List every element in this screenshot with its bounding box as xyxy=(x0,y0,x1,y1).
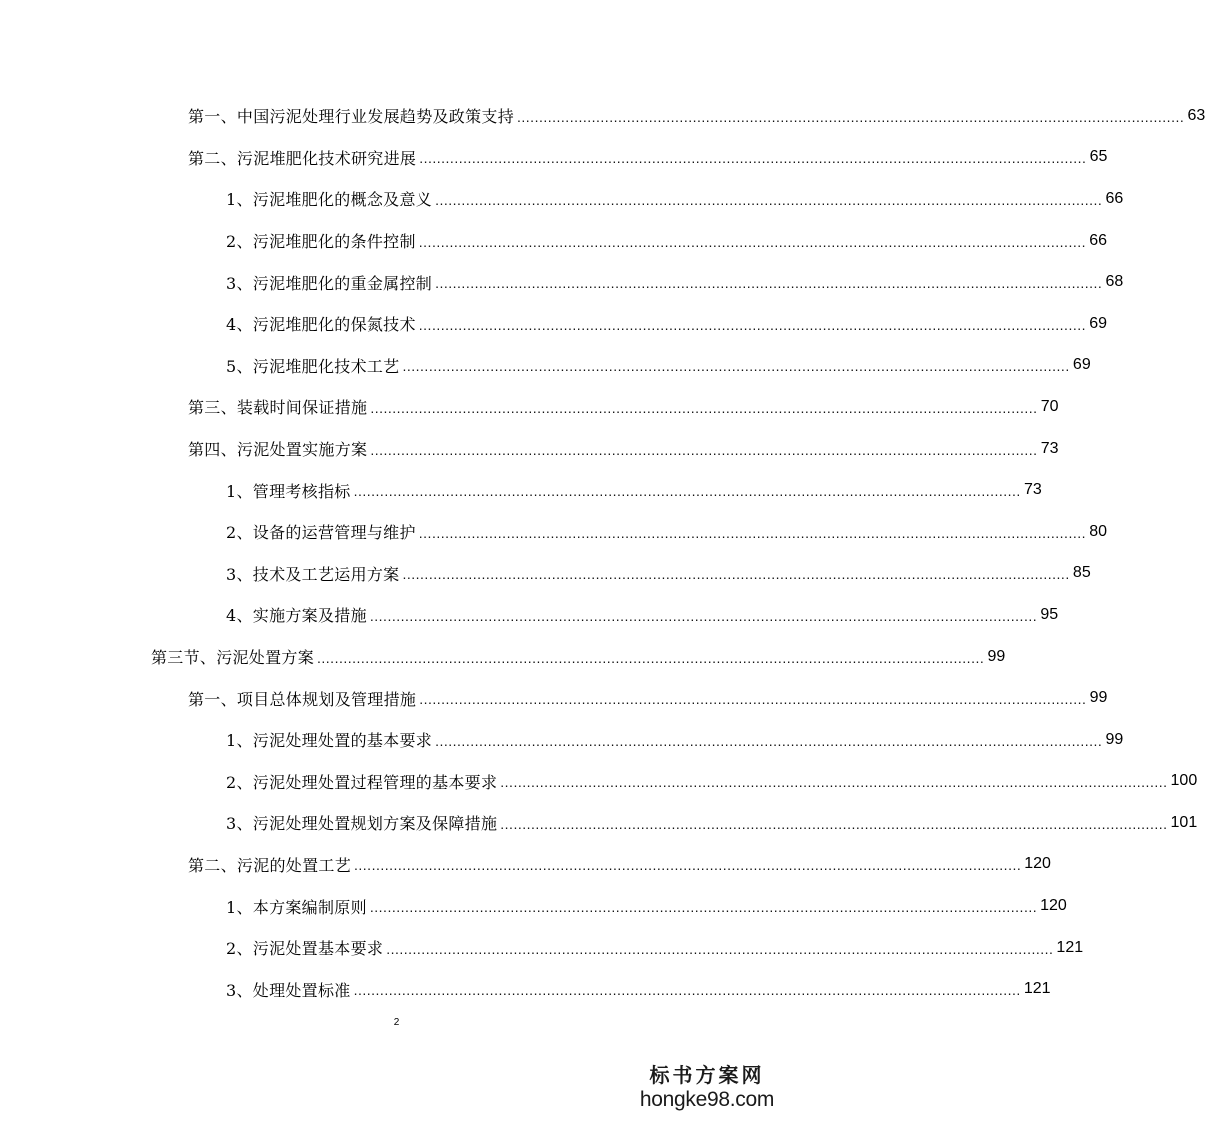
toc-entry[interactable] xyxy=(0,137,1108,179)
toc-leader-dots: ........................................................................................................................................................ xyxy=(419,150,1087,167)
toc-entry-title: 第一、项目总体规划及管理措施 xyxy=(188,689,417,709)
toc-entry[interactable] xyxy=(0,386,1059,428)
toc-entry-title: 2、设备的运营管理与维护 xyxy=(226,523,416,543)
toc-entry-page: 73 xyxy=(1040,439,1059,457)
watermark-url: hongke98.com xyxy=(639,1088,775,1111)
toc-leader-dots: ........................................................................................................................................................ xyxy=(370,399,1038,416)
watermark-title: 标书方案网 xyxy=(649,1063,765,1087)
toc-entry[interactable] xyxy=(0,469,1042,511)
toc-entry-page: 99 xyxy=(1105,730,1124,748)
toc-leader-dots: ........................................................................................................................................................ xyxy=(317,649,985,666)
toc-entry[interactable] xyxy=(0,885,1067,927)
toc-entry-page: 73 xyxy=(1024,481,1042,499)
toc-leader-dots: ........................................................................................................................................................ xyxy=(369,899,1038,916)
toc-entry[interactable] xyxy=(0,95,1205,137)
toc-leader-dots: ........................................................................................................................................................ xyxy=(435,191,1103,208)
toc-entry-title: 2、污泥处理处置过程管理的基本要求 xyxy=(226,772,498,792)
toc-entry-title: 3、技术及工艺运用方案 xyxy=(226,564,400,584)
toc-entry[interactable] xyxy=(0,968,1051,1010)
toc-entry-page: 80 xyxy=(1089,522,1108,540)
toc-entry-title: 第二、污泥堆肥化技术研究进展 xyxy=(188,148,417,168)
toc-entry-page: 69 xyxy=(1072,356,1091,374)
toc-entry-page: 99 xyxy=(987,647,1006,665)
toc-entry-page: 99 xyxy=(1089,689,1108,707)
toc-entry-page: 66 xyxy=(1089,231,1108,249)
toc-entry[interactable] xyxy=(0,220,1108,262)
toc-leader-dots: ........................................................................................................................................................ xyxy=(402,358,1070,375)
toc-entry[interactable] xyxy=(0,261,1124,303)
toc-entry-title: 第二、污泥的处置工艺 xyxy=(188,855,352,875)
toc-entry-title: 第一、中国污泥处理行业发展趋势及政策支持 xyxy=(188,107,515,127)
toc-entry-title: 3、污泥处理处置规划方案及保障措施 xyxy=(226,814,498,834)
toc-entry-page: 121 xyxy=(1056,938,1084,956)
table-of-contents xyxy=(0,95,1205,1010)
toc-entry[interactable] xyxy=(0,428,1059,470)
toc-entry-page: 66 xyxy=(1105,189,1124,207)
toc-entry[interactable] xyxy=(0,719,1124,761)
page-number: 2 xyxy=(393,1017,400,1028)
toc-entry-page: 68 xyxy=(1105,273,1124,291)
toc-entry[interactable] xyxy=(0,636,1006,678)
toc-leader-dots: ........................................................................................................................................................ xyxy=(419,691,1087,708)
toc-entry-page: 95 xyxy=(1040,605,1059,623)
toc-entry-title: 1、污泥处理处置的基本要求 xyxy=(226,731,433,751)
toc-leader-dots: ........................................................................................................................................................ xyxy=(353,483,1021,500)
toc-leader-dots: ........................................................................................................................................................ xyxy=(500,774,1168,791)
toc-leader-dots: ........................................................................................................................................................ xyxy=(435,732,1103,749)
toc-entry[interactable] xyxy=(0,345,1091,387)
toc-leader-dots: ........................................................................................................................................................ xyxy=(369,607,1038,624)
toc-leader-dots: ........................................................................................................................................................ xyxy=(418,233,1087,250)
toc-entry-title: 1、污泥堆肥化的概念及意义 xyxy=(226,190,433,210)
toc-leader-dots: ........................................................................................................................................................ xyxy=(500,815,1168,832)
toc-entry-page: 70 xyxy=(1040,397,1059,415)
toc-leader-dots: ........................................................................................................................................................ xyxy=(354,857,1022,874)
toc-entry[interactable] xyxy=(0,303,1108,345)
toc-leader-dots: ........................................................................................................................................................ xyxy=(517,108,1185,125)
toc-entry-title: 第三节、污泥处置方案 xyxy=(151,648,315,668)
toc-entry-title: 3、处理处置标准 xyxy=(226,980,351,1000)
toc-leader-dots: ........................................................................................................................................................ xyxy=(418,524,1087,541)
toc-entry-page: 101 xyxy=(1170,813,1198,831)
toc-entry[interactable] xyxy=(0,511,1108,553)
toc-entry[interactable] xyxy=(0,802,1198,844)
toc-leader-dots: ........................................................................................................................................................ xyxy=(370,441,1038,458)
toc-entry[interactable] xyxy=(0,761,1198,803)
toc-entry-page: 100 xyxy=(1170,772,1198,790)
toc-entry-page: 120 xyxy=(1024,855,1051,873)
toc-leader-dots: ........................................................................................................................................................ xyxy=(418,316,1087,333)
toc-entry[interactable] xyxy=(0,927,1084,969)
toc-leader-dots: ........................................................................................................................................................ xyxy=(435,275,1103,292)
toc-entry-page: 85 xyxy=(1072,564,1091,582)
toc-entry-title: 1、本方案编制原则 xyxy=(226,897,367,917)
toc-entry-page: 121 xyxy=(1023,980,1051,998)
toc-entry-title: 4、实施方案及措施 xyxy=(226,606,367,626)
toc-leader-dots: ........................................................................................................................................................ xyxy=(386,940,1054,957)
toc-entry-title: 2、污泥处置基本要求 xyxy=(226,939,384,959)
toc-entry-page: 69 xyxy=(1089,314,1108,332)
toc-entry-title: 1、管理考核指标 xyxy=(226,481,351,501)
toc-entry-title: 3、污泥堆肥化的重金属控制 xyxy=(226,273,433,293)
toc-entry-page: 65 xyxy=(1089,148,1108,166)
toc-entry[interactable] xyxy=(0,594,1059,636)
toc-entry-title: 5、污泥堆肥化技术工艺 xyxy=(226,356,400,376)
toc-entry-page: 120 xyxy=(1040,897,1067,915)
toc-entry[interactable] xyxy=(0,844,1051,886)
watermark-logo xyxy=(637,1062,777,1112)
toc-entry-title: 第四、污泥处置实施方案 xyxy=(188,440,368,460)
toc-entry-title: 2、污泥堆肥化的条件控制 xyxy=(226,232,416,252)
toc-entry[interactable] xyxy=(0,553,1091,595)
toc-leader-dots: ........................................................................................................................................................ xyxy=(353,982,1021,999)
toc-leader-dots: ........................................................................................................................................................ xyxy=(402,566,1070,583)
toc-entry-page: 63 xyxy=(1187,106,1205,124)
toc-entry[interactable] xyxy=(0,677,1108,719)
toc-entry-title: 4、污泥堆肥化的保氮技术 xyxy=(226,315,416,335)
toc-entry[interactable] xyxy=(0,178,1124,220)
toc-entry-title: 第三、装载时间保证措施 xyxy=(188,398,368,418)
